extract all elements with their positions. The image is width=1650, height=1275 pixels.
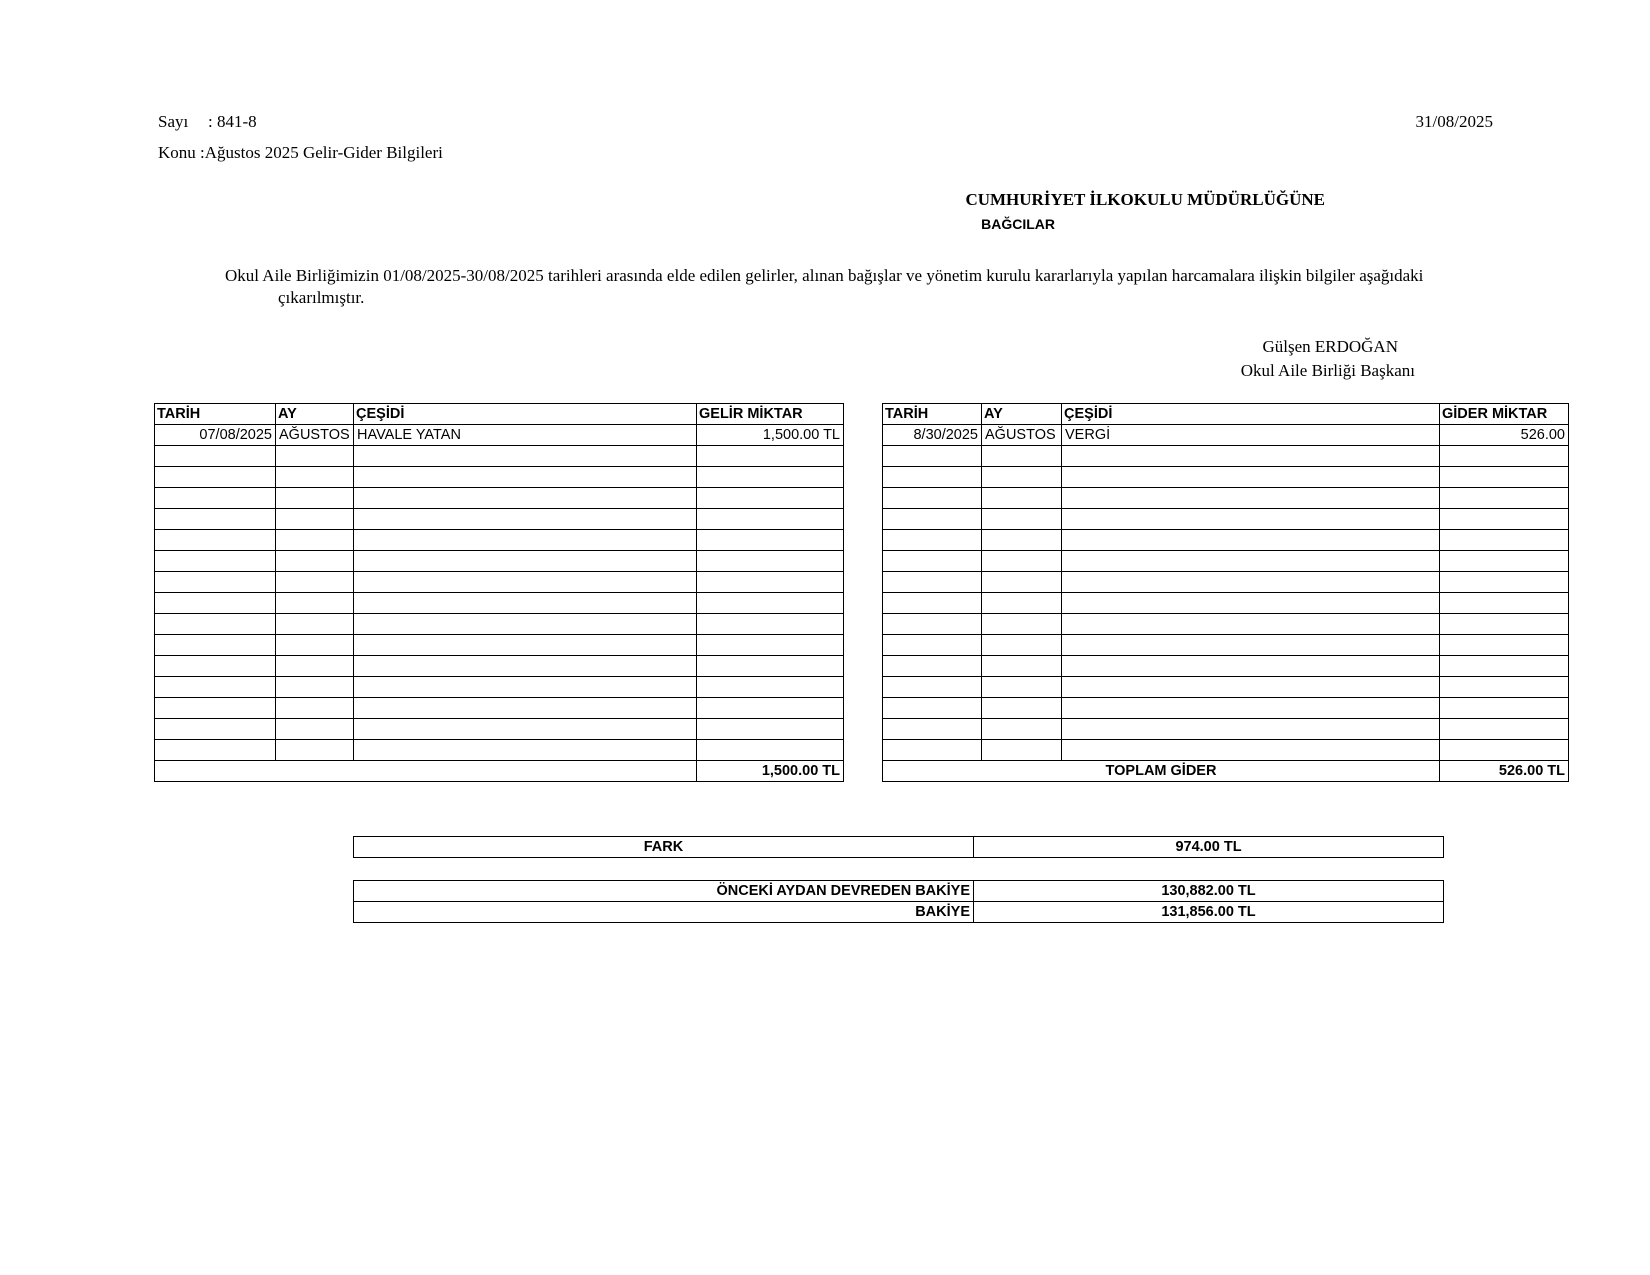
- empty-cell: [155, 551, 276, 572]
- empty-cell: [1440, 740, 1569, 761]
- empty-cell: [697, 572, 844, 593]
- empty-cell: [883, 719, 982, 740]
- empty-cell: [1062, 677, 1440, 698]
- empty-cell: [697, 467, 844, 488]
- empty-cell: [276, 488, 354, 509]
- table-gap: [844, 677, 883, 698]
- empty-cell: [982, 740, 1062, 761]
- onceki-bakiye-label: ÖNCEKİ AYDAN DEVREDEN BAKİYE: [354, 881, 974, 902]
- intro-line-2: çıkarılmıştır.: [278, 288, 365, 307]
- empty-cell: [697, 593, 844, 614]
- empty-cell: [155, 698, 276, 719]
- table-total-row: [155, 761, 1569, 782]
- empty-cell: [155, 530, 276, 551]
- empty-cell: [982, 677, 1062, 698]
- empty-cell: [883, 698, 982, 719]
- empty-cell: [1440, 656, 1569, 677]
- empty-cell: [276, 509, 354, 530]
- empty-cell: [354, 530, 697, 551]
- table-row-empty: [155, 635, 1569, 656]
- header-expense-tarih: TARİH: [883, 404, 982, 425]
- table-gap: [844, 446, 883, 467]
- empty-cell: [276, 614, 354, 635]
- empty-cell: [354, 593, 697, 614]
- empty-cell: [1062, 740, 1440, 761]
- table-gap: [844, 509, 883, 530]
- fark-value: 974.00 TL: [974, 837, 1444, 858]
- empty-cell: [276, 593, 354, 614]
- empty-cell: [1062, 530, 1440, 551]
- empty-cell: [354, 656, 697, 677]
- table-row-empty: [155, 614, 1569, 635]
- empty-cell: [1440, 635, 1569, 656]
- empty-cell: [883, 740, 982, 761]
- table-row: [155, 425, 1569, 446]
- empty-cell: [982, 698, 1062, 719]
- income-expense-table: [154, 403, 1569, 782]
- empty-cell: [697, 614, 844, 635]
- empty-cell: [354, 467, 697, 488]
- sayi-label: Sayı: [158, 112, 189, 131]
- empty-cell: [982, 635, 1062, 656]
- empty-cell: [1062, 656, 1440, 677]
- income-ay-cell: AĞUSTOS: [276, 425, 354, 446]
- document-date: 31/08/2025: [1415, 112, 1493, 131]
- empty-cell: [883, 446, 982, 467]
- table-row-empty: [155, 572, 1569, 593]
- expense-ay-cell: AĞUSTOS: [982, 425, 1062, 446]
- empty-cell: [1062, 467, 1440, 488]
- empty-cell: [155, 488, 276, 509]
- table-gap: [844, 719, 883, 740]
- expense-cesit-cell: VERGİ: [1062, 425, 1440, 446]
- empty-cell: [883, 488, 982, 509]
- empty-cell: [276, 656, 354, 677]
- empty-cell: [155, 593, 276, 614]
- empty-cell: [276, 677, 354, 698]
- table-gap: [844, 656, 883, 677]
- header-expense-ay: AY: [982, 404, 1062, 425]
- empty-cell: [883, 593, 982, 614]
- empty-cell: [883, 551, 982, 572]
- table-row-empty: [155, 719, 1569, 740]
- table-gap: [844, 761, 883, 782]
- onceki-bakiye-value: 130,882.00 TL: [974, 881, 1444, 902]
- empty-cell: [1440, 488, 1569, 509]
- subject-line: Konu :Ağustos 2025 Gelir-Gider Bilgileri: [158, 143, 443, 162]
- empty-cell: [883, 635, 982, 656]
- empty-cell: [354, 446, 697, 467]
- empty-cell: [883, 677, 982, 698]
- empty-cell: [1440, 719, 1569, 740]
- table-row-empty: [155, 488, 1569, 509]
- income-total-cell: 1,500.00 TL: [697, 761, 844, 782]
- empty-cell: [982, 572, 1062, 593]
- empty-cell: [155, 635, 276, 656]
- signatory-title: Okul Aile Birliği Başkanı: [1240, 361, 1415, 380]
- empty-cell: [276, 551, 354, 572]
- empty-cell: [1440, 698, 1569, 719]
- empty-cell: [276, 698, 354, 719]
- table-row-empty: [155, 509, 1569, 530]
- expense-tarih-cell: 8/30/2025: [883, 425, 982, 446]
- sayi-line: [158, 112, 257, 132]
- income-miktar-cell: 1,500.00 TL: [697, 425, 844, 446]
- empty-cell: [155, 509, 276, 530]
- empty-cell: [276, 719, 354, 740]
- empty-cell: [982, 509, 1062, 530]
- empty-cell: [883, 530, 982, 551]
- empty-cell: [155, 572, 276, 593]
- table-gap: [844, 404, 883, 425]
- bakiye-value: 131,856.00 TL: [974, 902, 1444, 923]
- empty-cell: [354, 614, 697, 635]
- table-gap: [844, 635, 883, 656]
- table-row-empty: [155, 677, 1569, 698]
- empty-cell: [276, 572, 354, 593]
- addressee-district: BAĞCILAR: [981, 216, 1055, 232]
- empty-cell: [697, 677, 844, 698]
- expense-total-label: TOPLAM GİDER: [883, 761, 1440, 782]
- empty-cell: [354, 698, 697, 719]
- empty-cell: [982, 530, 1062, 551]
- table-gap: [844, 614, 883, 635]
- empty-cell: [982, 446, 1062, 467]
- empty-cell: [982, 467, 1062, 488]
- empty-cell: [1062, 551, 1440, 572]
- empty-cell: [883, 656, 982, 677]
- difference-table: [353, 836, 1444, 858]
- empty-cell: [155, 677, 276, 698]
- empty-cell: [155, 446, 276, 467]
- table-gap: [844, 572, 883, 593]
- bakiye-row: [354, 902, 1444, 923]
- addressee-title: CUMHURİYET İLKOKULU MÜDÜRLÜĞÜNE: [965, 190, 1325, 209]
- empty-cell: [982, 593, 1062, 614]
- empty-cell: [982, 614, 1062, 635]
- empty-cell: [697, 698, 844, 719]
- empty-cell: [354, 719, 697, 740]
- empty-cell: [883, 509, 982, 530]
- empty-cell: [276, 530, 354, 551]
- table-gap: [844, 488, 883, 509]
- table-gap: [844, 425, 883, 446]
- table-header-row: [155, 404, 1569, 425]
- empty-cell: [1440, 572, 1569, 593]
- expense-miktar-cell: 526.00: [1440, 425, 1569, 446]
- fark-label: FARK: [354, 837, 974, 858]
- empty-cell: [697, 446, 844, 467]
- table-row-empty: [155, 593, 1569, 614]
- empty-cell: [354, 509, 697, 530]
- income-total-spacer: [155, 761, 697, 782]
- header-income-tarih: TARİH: [155, 404, 276, 425]
- empty-cell: [1062, 572, 1440, 593]
- empty-cell: [697, 509, 844, 530]
- empty-cell: [1440, 593, 1569, 614]
- header-income-cesit: ÇEŞİDİ: [354, 404, 697, 425]
- signatory-name: Gülşen ERDOĞAN: [1262, 337, 1398, 356]
- empty-cell: [354, 635, 697, 656]
- empty-cell: [1062, 635, 1440, 656]
- empty-cell: [1062, 719, 1440, 740]
- table-gap: [844, 530, 883, 551]
- empty-cell: [1062, 488, 1440, 509]
- empty-cell: [354, 677, 697, 698]
- empty-cell: [1062, 614, 1440, 635]
- table-row-empty: [155, 656, 1569, 677]
- empty-cell: [697, 656, 844, 677]
- empty-cell: [354, 572, 697, 593]
- empty-cell: [276, 635, 354, 656]
- empty-cell: [155, 614, 276, 635]
- empty-cell: [697, 488, 844, 509]
- table-gap: [844, 698, 883, 719]
- empty-cell: [1440, 467, 1569, 488]
- empty-cell: [697, 740, 844, 761]
- empty-cell: [697, 635, 844, 656]
- empty-cell: [155, 719, 276, 740]
- table-body: [155, 404, 1569, 782]
- empty-cell: [276, 740, 354, 761]
- empty-cell: [982, 656, 1062, 677]
- empty-cell: [982, 551, 1062, 572]
- table-gap: [844, 551, 883, 572]
- table-row-empty: [155, 530, 1569, 551]
- empty-cell: [982, 719, 1062, 740]
- fark-row: [354, 837, 1444, 858]
- empty-cell: [883, 572, 982, 593]
- empty-cell: [276, 467, 354, 488]
- header-income-ay: AY: [276, 404, 354, 425]
- empty-cell: [354, 740, 697, 761]
- empty-cell: [1440, 530, 1569, 551]
- empty-cell: [1440, 677, 1569, 698]
- balance-table: [353, 880, 1444, 923]
- expense-total-cell: 526.00 TL: [1440, 761, 1569, 782]
- empty-cell: [1062, 593, 1440, 614]
- income-tarih-cell: 07/08/2025: [155, 425, 276, 446]
- table-row-empty: [155, 467, 1569, 488]
- empty-cell: [697, 551, 844, 572]
- empty-cell: [1062, 446, 1440, 467]
- empty-cell: [883, 614, 982, 635]
- empty-cell: [276, 446, 354, 467]
- intro-line-1: Okul Aile Birliğimizin 01/08/2025-30/08/2025 tarihleri arasında elde edilen gelirler, alınan bağışlar ve yönetim kurulu kararlarıyla yapılan harcamalara ilişkin bilgiler aşağıdaki: [225, 266, 1424, 285]
- header-expense-cesit: ÇEŞİDİ: [1062, 404, 1440, 425]
- empty-cell: [1440, 446, 1569, 467]
- empty-cell: [1440, 509, 1569, 530]
- empty-cell: [1062, 509, 1440, 530]
- empty-cell: [354, 551, 697, 572]
- empty-cell: [155, 656, 276, 677]
- empty-cell: [883, 467, 982, 488]
- sayi-value: : 841-8: [208, 112, 257, 131]
- empty-cell: [1440, 551, 1569, 572]
- empty-cell: [982, 488, 1062, 509]
- empty-cell: [697, 719, 844, 740]
- empty-cell: [155, 467, 276, 488]
- table-gap: [844, 467, 883, 488]
- empty-cell: [1440, 614, 1569, 635]
- empty-cell: [1062, 698, 1440, 719]
- table-row-empty: [155, 446, 1569, 467]
- empty-cell: [697, 530, 844, 551]
- header-income-miktar: GELİR MİKTAR: [697, 404, 844, 425]
- bakiye-label: BAKİYE: [354, 902, 974, 923]
- table-gap: [844, 593, 883, 614]
- table-row-empty: [155, 551, 1569, 572]
- income-cesit-cell: HAVALE YATAN: [354, 425, 697, 446]
- intro-paragraph: [225, 265, 1525, 309]
- empty-cell: [155, 740, 276, 761]
- table-row-empty: [155, 740, 1569, 761]
- onceki-bakiye-row: [354, 881, 1444, 902]
- table-gap: [844, 740, 883, 761]
- table-row-empty: [155, 698, 1569, 719]
- empty-cell: [354, 488, 697, 509]
- header-expense-miktar: GİDER MİKTAR: [1440, 404, 1569, 425]
